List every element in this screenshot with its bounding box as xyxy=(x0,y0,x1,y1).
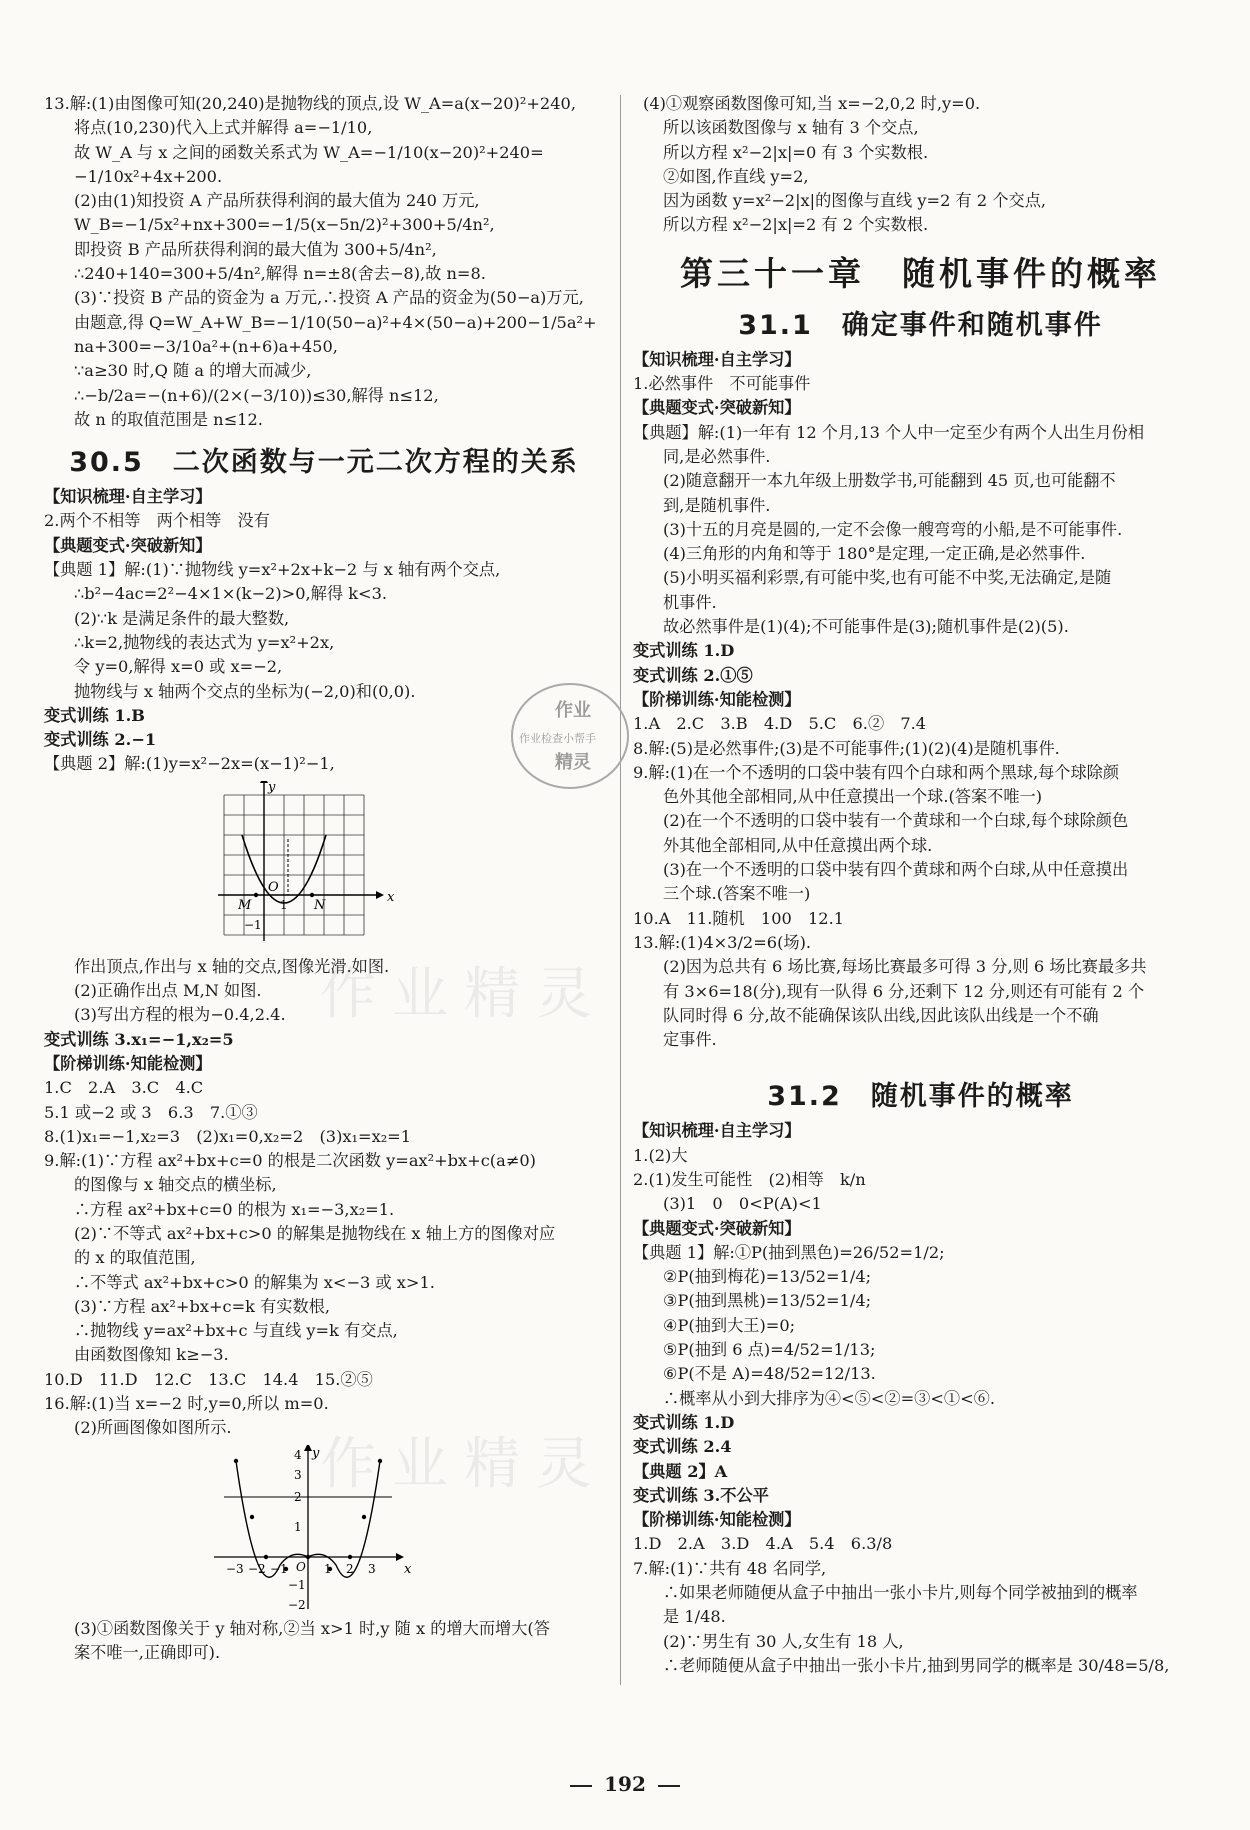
text-line: 5.1 或−2 或 3 6.3 7.①③ xyxy=(44,1102,258,1122)
text-line: 2.两个不相等 两个相等 没有 xyxy=(44,511,270,531)
column-divider xyxy=(620,95,621,1685)
text-line: (2)在一个不透明的口袋中装有一个黄球和一个白球,每个球除颜色 xyxy=(663,811,1129,831)
text-line: 故 W_A 与 x 之间的函数关系式为 W_A=−1/10(x−20)²+240= xyxy=(74,142,544,162)
text-line: 令 y=0,解得 x=0 或 x=−2, xyxy=(74,657,283,677)
text-line: 【典题 2】A xyxy=(633,1461,728,1481)
fig2-xtick: 1 xyxy=(324,1561,332,1576)
text-line: (3)①函数图像关于 y 轴对称,②当 x>1 时,y 随 x 的增大而增大(答 xyxy=(74,1618,550,1638)
text-line: 案不唯一,正确即可). xyxy=(74,1642,221,1662)
fig2-xtick: 2 xyxy=(346,1561,354,1576)
text-line: 9.解:(1)在一个不透明的口袋中装有四个白球和两个黑球,每个球除颜 xyxy=(633,762,1120,782)
text-line: ∴240+140=300+5/4n²,解得 n=±8(舍去−8),故 n=8. xyxy=(74,264,486,284)
text-line: 抛物线与 x 轴两个交点的坐标为(−2,0)和(0,0). xyxy=(74,681,416,701)
text-line: 【典题变式·突破新知】 xyxy=(633,398,801,418)
text-line: ②如图,作直线 y=2, xyxy=(663,166,809,186)
text-line: 【阶梯训练·知能检测】 xyxy=(633,1510,801,1530)
text-line: 队同时得 6 分,故不能确保该队出线,因此该队出线是一个不确 xyxy=(663,1005,1099,1025)
text-line: (2)由(1)知投资 A 产品所获得利润的最大值为 240 万元, xyxy=(74,191,480,211)
fig1-origin-label: O xyxy=(268,879,279,895)
left-text-block-1 xyxy=(44,92,604,432)
right-text-block-3 xyxy=(633,1119,1208,1678)
text-line: 变式训练 1.D xyxy=(633,1412,735,1432)
fig2-ytick: 4 xyxy=(294,1447,302,1462)
text-line: 13.解:(1)4×3/2=6(场). xyxy=(633,932,812,952)
text-line: 定事件. xyxy=(663,1030,717,1050)
text-line: ∴抛物线 y=ax²+bx+c 与直线 y=k 有交点, xyxy=(74,1321,398,1341)
page-number-value: 192 xyxy=(604,1772,646,1796)
stamp-line-3: 精灵 xyxy=(555,752,591,773)
text-line: 由函数图像知 k≥−3. xyxy=(74,1345,229,1365)
text-line: 变式训练 2.−1 xyxy=(44,730,157,750)
text-line: 【知识梳理·自主学习】 xyxy=(633,349,801,369)
fig1-tick-1: 1 xyxy=(280,897,288,912)
fig2-xtick: −3 xyxy=(226,1561,244,1576)
text-line: 【知识梳理·自主学习】 xyxy=(633,1121,801,1141)
text-line: ⑤P(抽到 6 点)=4/52=1/13; xyxy=(663,1340,876,1360)
text-line: 外其他全部相同,从中任意摸出两个球. xyxy=(663,835,933,855)
text-line: 【典题 2】解:(1)y=x²−2x=(x−1)²−1, xyxy=(44,754,335,774)
text-line: 1.D 2.A 3.D 4.A 5.4 6.3/8 xyxy=(633,1534,893,1554)
left-text-block-4 xyxy=(44,1617,604,1666)
watermark: 作业精灵 xyxy=(320,962,608,1027)
text-line: ∴k=2,抛物线的表达式为 y=x²+2x, xyxy=(74,632,335,652)
text-line: 1.必然事件 不可能事件 xyxy=(633,374,811,394)
fig2-origin-label: O xyxy=(296,1559,306,1574)
fig1-x-label: x xyxy=(387,889,395,905)
text-line: ③P(抽到黑桃)=13/52=1/4; xyxy=(663,1291,872,1311)
text-line: (2)随意翻开一本九年级上册数学书,可能翻到 45 页,也可能翻不 xyxy=(663,471,1116,491)
text-line: 有 3×6=18(分),现有一队得 6 分,还剩下 12 分,则还有可能有 2 个 xyxy=(663,981,1145,1001)
text-line: 10.A 11.随机 100 12.1 xyxy=(633,908,845,928)
text-line: ∴−b/2a=−(n+6)/(2×(−3/10))≤30,解得 n≤12, xyxy=(74,385,439,405)
fig2-xtick: −2 xyxy=(248,1561,266,1576)
text-line: (2)∵男生有 30 人,女生有 18 人, xyxy=(663,1631,904,1651)
fig2-y-label: y xyxy=(312,1445,320,1461)
text-line: 【阶梯训练·知能检测】 xyxy=(44,1053,212,1073)
text-line: 色外其他全部相同,从中任意摸出一个球.(答案不唯一) xyxy=(663,787,1043,807)
text-line: 【典题变式·突破新知】 xyxy=(633,1218,801,1238)
text-line: (5)小明买福利彩票,有可能中奖,也有可能不中奖,无法确定,是随 xyxy=(663,568,1112,588)
text-line: 【典题 1】解:(1)∵抛物线 y=x²+2x+k−2 与 x 轴有两个交点, xyxy=(44,560,501,580)
stamp-seal xyxy=(505,676,635,796)
text-line: (2)正确作出点 M,N 如图. xyxy=(74,981,262,1001)
text-line: 变式训练 1.D xyxy=(633,641,735,661)
fig1-tick-neg1: −1 xyxy=(244,917,262,932)
stamp-seal-svg xyxy=(505,676,635,796)
text-line: 变式训练 2.4 xyxy=(633,1437,732,1457)
text-line: 所以方程 x²−2|x|=0 有 3 个实数根. xyxy=(663,142,929,162)
text-line: 的图像与 x 轴交点的横坐标, xyxy=(74,1175,277,1195)
text-line: (3)1 0 0<P(A)<1 xyxy=(663,1194,822,1214)
text-line: 故必然事件是(1)(4);不可能事件是(3);随机事件是(2)(5). xyxy=(663,617,1069,637)
text-line: −1/10x²+4x+200. xyxy=(74,166,223,186)
text-line: 同,是必然事件. xyxy=(663,446,771,466)
stamp-line-1: 作业 xyxy=(555,700,591,721)
fig2-x-label: x xyxy=(404,1561,412,1577)
text-line: 故 n 的取值范围是 n≤12. xyxy=(74,409,263,429)
text-line: (3)在一个不透明的口袋中装有四个黄球和两个白球,从中任意摸出 xyxy=(663,860,1129,880)
text-line: (2)因为总共有 6 场比赛,每场比赛最多可得 3 分,则 6 场比赛最多共 xyxy=(663,957,1147,977)
text-line: (3)∵投资 B 产品的资金为 a 万元,∴投资 A 产品的资金为(50−a)万元, xyxy=(74,288,584,308)
section-title-31-2: 31.2 随机事件的概率 xyxy=(767,1081,1074,1113)
text-line: ⑥P(不是 A)=48/52=12/13. xyxy=(663,1364,876,1384)
section-title-30-5: 30.5 二次函数与一元二次方程的关系 xyxy=(69,447,579,479)
text-line: (2)所画图像如图所示. xyxy=(74,1418,232,1438)
fig2-ytick: 1 xyxy=(294,1519,302,1534)
right-text-block-2 xyxy=(633,348,1208,1053)
section-title-31-1: 31.1 确定事件和随机事件 xyxy=(738,309,1103,341)
text-line: (4)三角形的内角和等于 180°是定理,一定正确,是必然事件. xyxy=(663,544,1086,564)
text-line: 7.解:(1)∵共有 48 名同学, xyxy=(633,1558,827,1578)
text-line: 即投资 B 产品所获得利润的最大值为 300+5/4n², xyxy=(74,239,437,259)
text-line: 因为函数 y=x²−2|x|的图像与直线 y=2 有 2 个交点, xyxy=(663,191,1047,211)
text-line: ②P(抽到梅花)=13/52=1/4; xyxy=(663,1267,872,1287)
right-column xyxy=(633,92,1208,1678)
text-line: 13.解:(1)由图像可知(20,240)是抛物线的顶点,设 W_A=a(x−20)²+240, xyxy=(44,94,576,113)
text-line: 【典题】解:(1)一年有 12 个月,13 个人中一定至少有两个人出生月份相 xyxy=(633,422,1145,442)
text-line: 所以方程 x²−2|x|=2 有 2 个实数根. xyxy=(663,215,929,235)
fig2-ytick: −1 xyxy=(288,1577,306,1592)
text-line: 到,是随机事件. xyxy=(663,495,771,515)
text-line: ∴b²−4ac=2²−4×1×(k−2)>0,解得 k<3. xyxy=(74,584,388,604)
text-line: ∴方程 ax²+bx+c=0 的根为 x₁=−3,x₂=1. xyxy=(74,1199,395,1219)
text-line: ∴如果老师随便从盒子中抽出一张小卡片,则每个同学被抽到的概率 xyxy=(663,1583,1138,1603)
text-line: 三个球.(答案不唯一) xyxy=(663,884,811,904)
text-line: 【典题 1】解:①P(抽到黑色)=26/52=1/2; xyxy=(633,1242,945,1262)
fig2-xtick: −1 xyxy=(270,1561,288,1576)
text-line: (2)∵k 是满足条件的最大整数, xyxy=(74,608,290,628)
text-line: 【知识梳理·自主学习】 xyxy=(44,487,212,507)
text-line: (2)∵不等式 ax²+bx+c>0 的解集是抛物线在 x 轴上方的图像对应 xyxy=(74,1223,556,1243)
text-line: 1.(2)大 xyxy=(633,1145,688,1165)
fig1-m-label: M xyxy=(238,897,252,913)
text-line: ∴概率从小到大排序为④<⑤<②=③<①<⑥. xyxy=(663,1388,995,1408)
text-line: 变式训练 2.①⑤ xyxy=(633,665,753,685)
text-line: 机事件. xyxy=(663,592,717,612)
text-line: 16.解:(1)当 x=−2 时,y=0,所以 m=0. xyxy=(44,1394,329,1414)
fig2-xtick: 3 xyxy=(368,1561,376,1576)
text-line: 2.(1)发生可能性 (2)相等 k/n xyxy=(633,1169,866,1189)
watermark: 作业精灵 xyxy=(320,1432,608,1497)
text-line: 变式训练 1.B xyxy=(44,705,145,725)
text-line: ∵a≥30 时,Q 随 a 的增大而减少, xyxy=(74,361,312,381)
text-line: 由题意,得 Q=W_A+W_B=−1/10(50−a)²+4×(50−a)+200−1/5a²+ xyxy=(74,312,597,332)
stamp-line-2: 作业检查小帮手 xyxy=(519,732,596,745)
text-line: ∴不等式 ax²+bx+c>0 的解集为 x<−3 或 x>1. xyxy=(74,1272,435,1292)
chapter-title-31: 第三十一章 随机事件的概率 xyxy=(680,253,1161,293)
text-line: 8.解:(5)是必然事件;(3)是不可能事件;(1)(2)(4)是随机事件. xyxy=(633,738,1060,758)
text-line: ④P(抽到大王)=0; xyxy=(663,1315,796,1335)
text-line: 的 x 的取值范围, xyxy=(74,1248,196,1268)
text-line: 变式训练 3.x₁=−1,x₂=5 xyxy=(44,1029,234,1049)
fig2-ytick: 3 xyxy=(294,1467,302,1482)
text-line: 所以该函数图像与 x 轴有 3 个交点, xyxy=(663,118,919,138)
text-line: na+300=−3/10a²+(n+6)a+450, xyxy=(74,336,338,356)
page-number xyxy=(0,1772,1250,1796)
text-line: 【阶梯训练·知能检测】 xyxy=(633,689,801,709)
text-line: 作出顶点,作出与 x 轴的交点,图像光滑.如图. xyxy=(74,956,390,976)
fig1-y-label: y xyxy=(268,780,276,795)
text-line: 10.D 11.D 12.C 13.C 14.4 15.②⑤ xyxy=(44,1369,373,1389)
text-line: (3)十五的月亮是圆的,一定不会像一艘弯弯的小船,是不可能事件. xyxy=(663,519,1123,539)
right-text-block-1 xyxy=(633,92,1208,238)
parabola-grid-figure xyxy=(44,781,604,951)
text-line: ∴老师随便从盒子中抽出一张小卡片,抽到男同学的概率是 30/48=5/8, xyxy=(663,1655,1170,1675)
fig2-ytick: −2 xyxy=(288,1597,306,1612)
text-line: 【典题变式·突破新知】 xyxy=(44,535,212,555)
text-line: (4)①观察函数图像可知,当 x=−2,0,2 时,y=0. xyxy=(643,94,981,113)
text-line: 1.A 2.C 3.B 4.D 5.C 6.② 7.4 xyxy=(633,714,927,734)
text-line: W_B=−1/5x²+nx+300=−1/5(x−5n/2)²+300+5/4n², xyxy=(74,215,495,235)
text-line: 1.C 2.A 3.C 4.C xyxy=(44,1078,204,1098)
parabola-grid-svg xyxy=(204,781,404,951)
fig1-n-label: N xyxy=(314,897,326,913)
fig2-ytick: 2 xyxy=(294,1489,302,1504)
text-line: 变式训练 3.不公平 xyxy=(633,1485,769,1505)
text-line: (3)∵方程 ax²+bx+c=k 有实数根, xyxy=(74,1296,331,1316)
text-line: 8.(1)x₁=−1,x₂=3 (2)x₁=0,x₂=2 (3)x₁=x₂=1 xyxy=(44,1126,412,1146)
text-line: 9.解:(1)∵方程 ax²+bx+c=0 的根是二次函数 y=ax²+bx+c(a≠0) xyxy=(44,1151,536,1171)
text-line: (3)写出方程的根为−0.4,2.4. xyxy=(74,1005,286,1025)
text-line: 是 1/48. xyxy=(663,1607,726,1627)
text-line: 将点(10,230)代入上式并解得 a=−1/10, xyxy=(74,118,373,138)
